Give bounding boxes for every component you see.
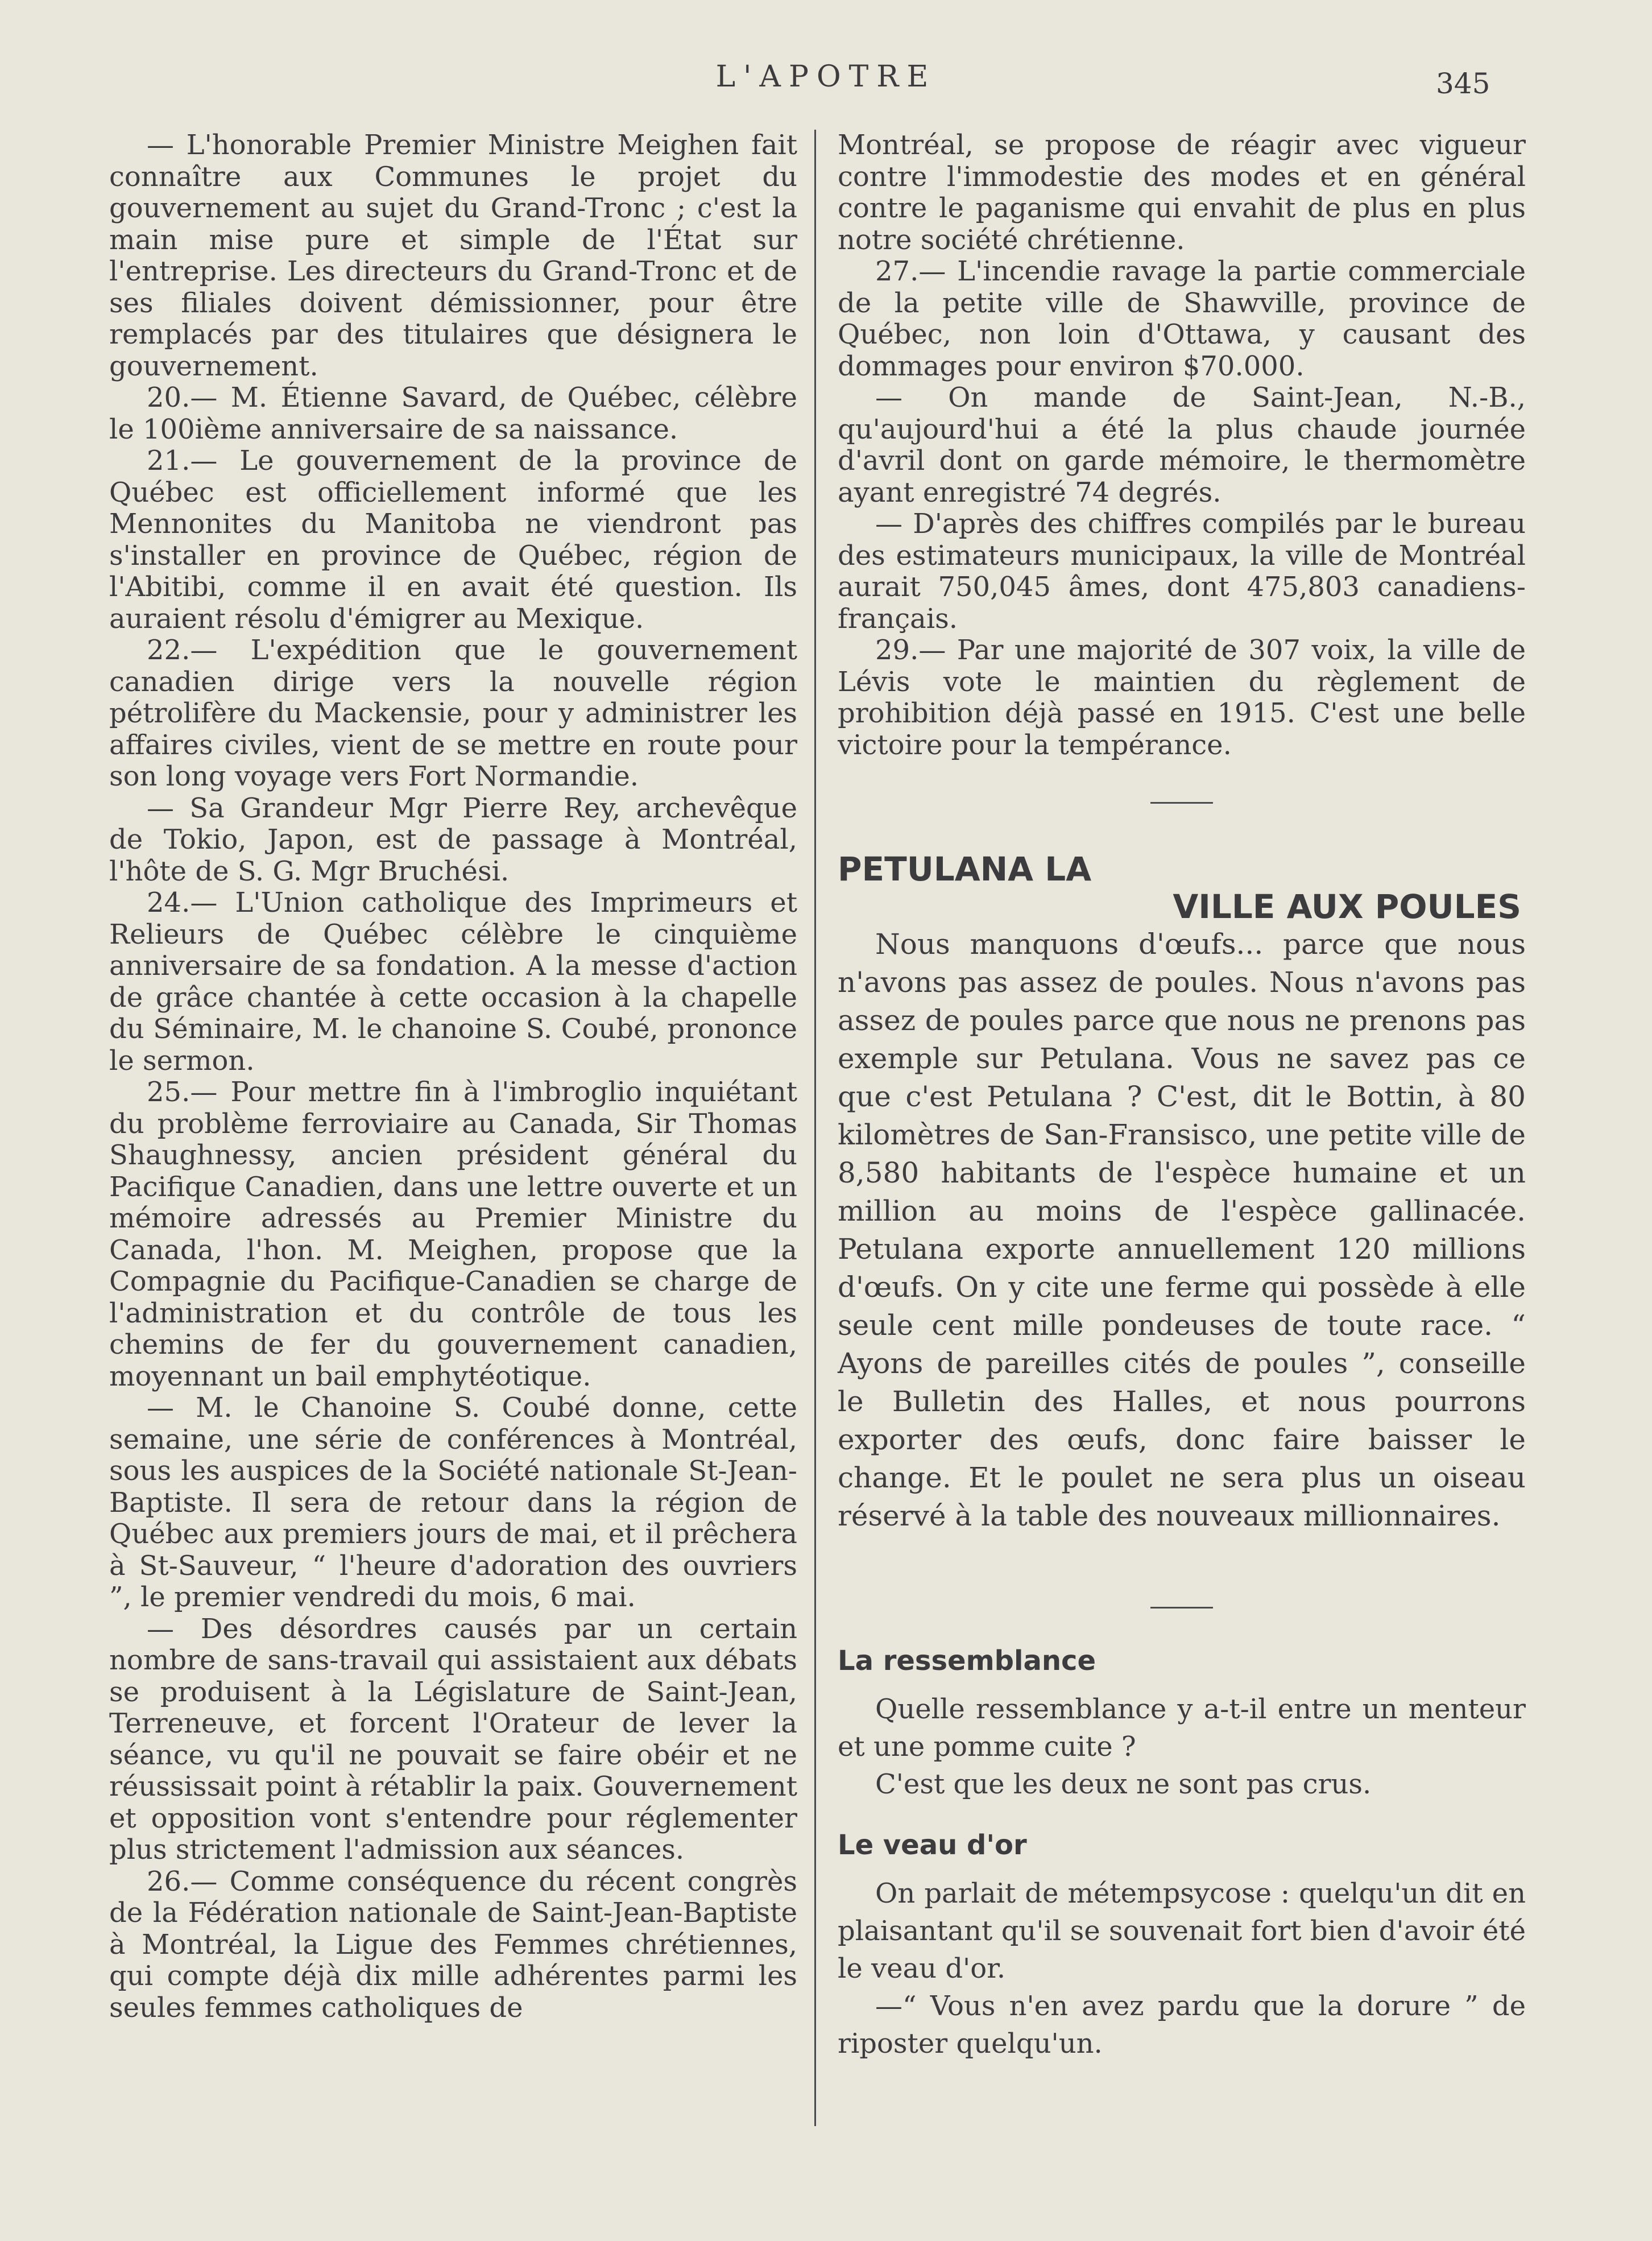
news-item: 25.— Pour mettre fin à l'imbroglio inquiétant du problème ferroviaire au Canada, Sir Thomas Shaughnessy, ancien président général du Pacifique Canadien, dans une lettre ouverte et un mémoire adressés au Premier Ministre du Canada, l'hon. M. Meighen, propose que la Compagnie du Pacifique-Canadien se charge de l'administration et du contrôle de tous les chemins de fer du gouvernement canadien, moyennant un bail emphytéotique.: [109, 1076, 797, 1392]
right-column: [838, 130, 1526, 2062]
news-item: 22.— L'expédition que le gouvernement canadien dirige vers la nouvelle région pétrolifère du Mackensie, pour y administrer les affaires civiles, vient de se mettre en route pour son long voyage vers Fort Normandie.: [109, 634, 797, 792]
joke-line: —“ Vous n'en avez pardu que la dorure ” de riposter quelqu'un.: [838, 1990, 1526, 2060]
joke-line: On parlait de métempsycose : quelqu'un dit en plaisantant qu'il se souvenait fort bien d'avoir été le veau d'or.: [838, 1878, 1526, 1984]
news-item: — Des désordres causés par un certain nombre de sans-travail qui assistaient aux débats se produisent à la Législature de Saint-Jean, Terreneuve, et forcent l'Orateur de lever la séance, vu qu'il ne pouvait se faire obéir et ne réussissait point à rétablir la paix. Gouvernement et opposition vont s'entendre pour réglementer plus strictement l'admission aux séances.: [109, 1612, 797, 1866]
news-item: — D'après des chiffres compilés par le bureau des estimateurs municipaux, la ville de Montréal aurait 750,045 âmes, dont 475,803 canadiens-français.: [838, 508, 1526, 635]
news-item: 21.— Le gouvernement de la province de Québec est officiellement informé que les Mennonites du Manitoba ne viendront pas s'installer en province de Québec, région de l'Abitibi, comme il en avait été question. Ils auraient résolu d'émigrer au Mexique.: [109, 445, 797, 635]
joke-line: C'est que les deux ne sont pas crus.: [875, 1768, 1372, 1800]
article-body: Nous manquons d'œufs... parce que nous n'avons pas assez de poules. Nous n'avons pas assez de poules parce que nous ne prenons pas exemple sur Petulana. Vous ne savez pas ce que c'est Petulana ? C'est, dit le Bottin, à 80 kilomètres de San-Fransisco, une petite ville de 8,580 habitants de l'espèce humaine et un million au moins de l'espèce gallinacée. Petulana exporte annuellement 120 millions d'œufs. On y cite une ferme qui possède à elle seule cent mille pondeuses de toute race. “ Ayons de pareilles cités de poules ”, conseille le Bulletin des Halles, et nous pourrons exporter des œufs, donc faire baisser le change. Et le poulet ne sera plus un oiseau réservé à la table des nouveaux millionnaires.: [838, 928, 1526, 1532]
running-title: L'APOTRE: [715, 60, 937, 94]
news-item: 26.— Comme conséquence du récent congrès de la Fédération nationale de Saint-Jean-Baptiste à Montréal, la Ligue des Femmes chrétiennes, qui compte déjà dix mille adhérentes parmi les seules femmes catholiques de: [109, 1865, 797, 2024]
news-item: — On mande de Saint-Jean, N.-B., qu'aujourd'hui a été la plus chaude journée d'avril dont on garde mémoire, le thermomètre ayant enregistré 74 degrés.: [838, 382, 1526, 508]
section-separator: [1150, 1607, 1213, 1609]
joke-title: Le veau d'or: [838, 1829, 1027, 1861]
article-title: [838, 850, 1526, 925]
news-item: — L'honorable Premier Ministre Meighen fait connaître aux Communes le projet du gouvernement au sujet du Grand-Tronc ; c'est la main mise pure et simple de l'État sur l'entreprise. Les directeurs du Grand-Tronc et de ses filiales doivent démissionner, pour être remplacés par des titulaires que désignera le gouvernement.: [109, 129, 797, 382]
column-divider: [814, 130, 816, 2126]
left-column: [109, 130, 797, 2024]
news-item: 27.— L'incendie ravage la partie commerciale de la petite ville de Shawville, province de Québec, non loin d'Ottawa, y causant des dommages pour environ $70.000.: [838, 255, 1526, 382]
article-title-line: VILLE AUX POULES: [1173, 887, 1521, 926]
article-title-line: PETULANA LA: [838, 850, 1092, 888]
joke-title: La ressemblance: [838, 1645, 1096, 1677]
news-item: Montréal, se propose de réagir avec vigueur contre l'immodestie des modes et en général contre le paganisme qui envahit de plus en plus notre société chrétienne.: [838, 129, 1526, 256]
news-item: 29.— Par une majorité de 307 voix, la ville de Lévis vote le maintien du règlement de prohibition déjà passé en 1915. C'est une belle victoire pour la tempérance.: [838, 634, 1526, 761]
page-number: 345: [1436, 67, 1490, 100]
joke-line: Quelle ressemblance y a-t-il entre un menteur et une pomme cuite ?: [838, 1693, 1526, 1763]
news-item: — M. le Chanoine S. Coubé donne, cette semaine, une série de conférences à Montréal, sous les auspices de la Société nationale St-Jean-Baptiste. Il sera de retour dans la région de Québec aux premiers jours de mai, et il prêchera à St-Sauveur, “ l'heure d'adoration des ouvriers ”, le premier vendredi du mois, 6 mai.: [109, 1392, 797, 1613]
news-item: 24.— L'Union catholique des Imprimeurs et Relieurs de Québec célèbre le cinquième anniversaire de sa fondation. A la messe d'action de grâce chantée à cette occasion à la chapelle du Séminaire, M. le chanoine S. Coubé, prononce le sermon.: [109, 887, 797, 1077]
news-item: 20.— M. Étienne Savard, de Québec, célèbre le 100ième anniversaire de sa naissance.: [109, 382, 797, 445]
section-separator: [1150, 802, 1213, 804]
news-item: — Sa Grandeur Mgr Pierre Rey, archevêque de Tokio, Japon, est de passage à Montréal, l'hôte de S. G. Mgr Bruchési.: [109, 792, 797, 887]
